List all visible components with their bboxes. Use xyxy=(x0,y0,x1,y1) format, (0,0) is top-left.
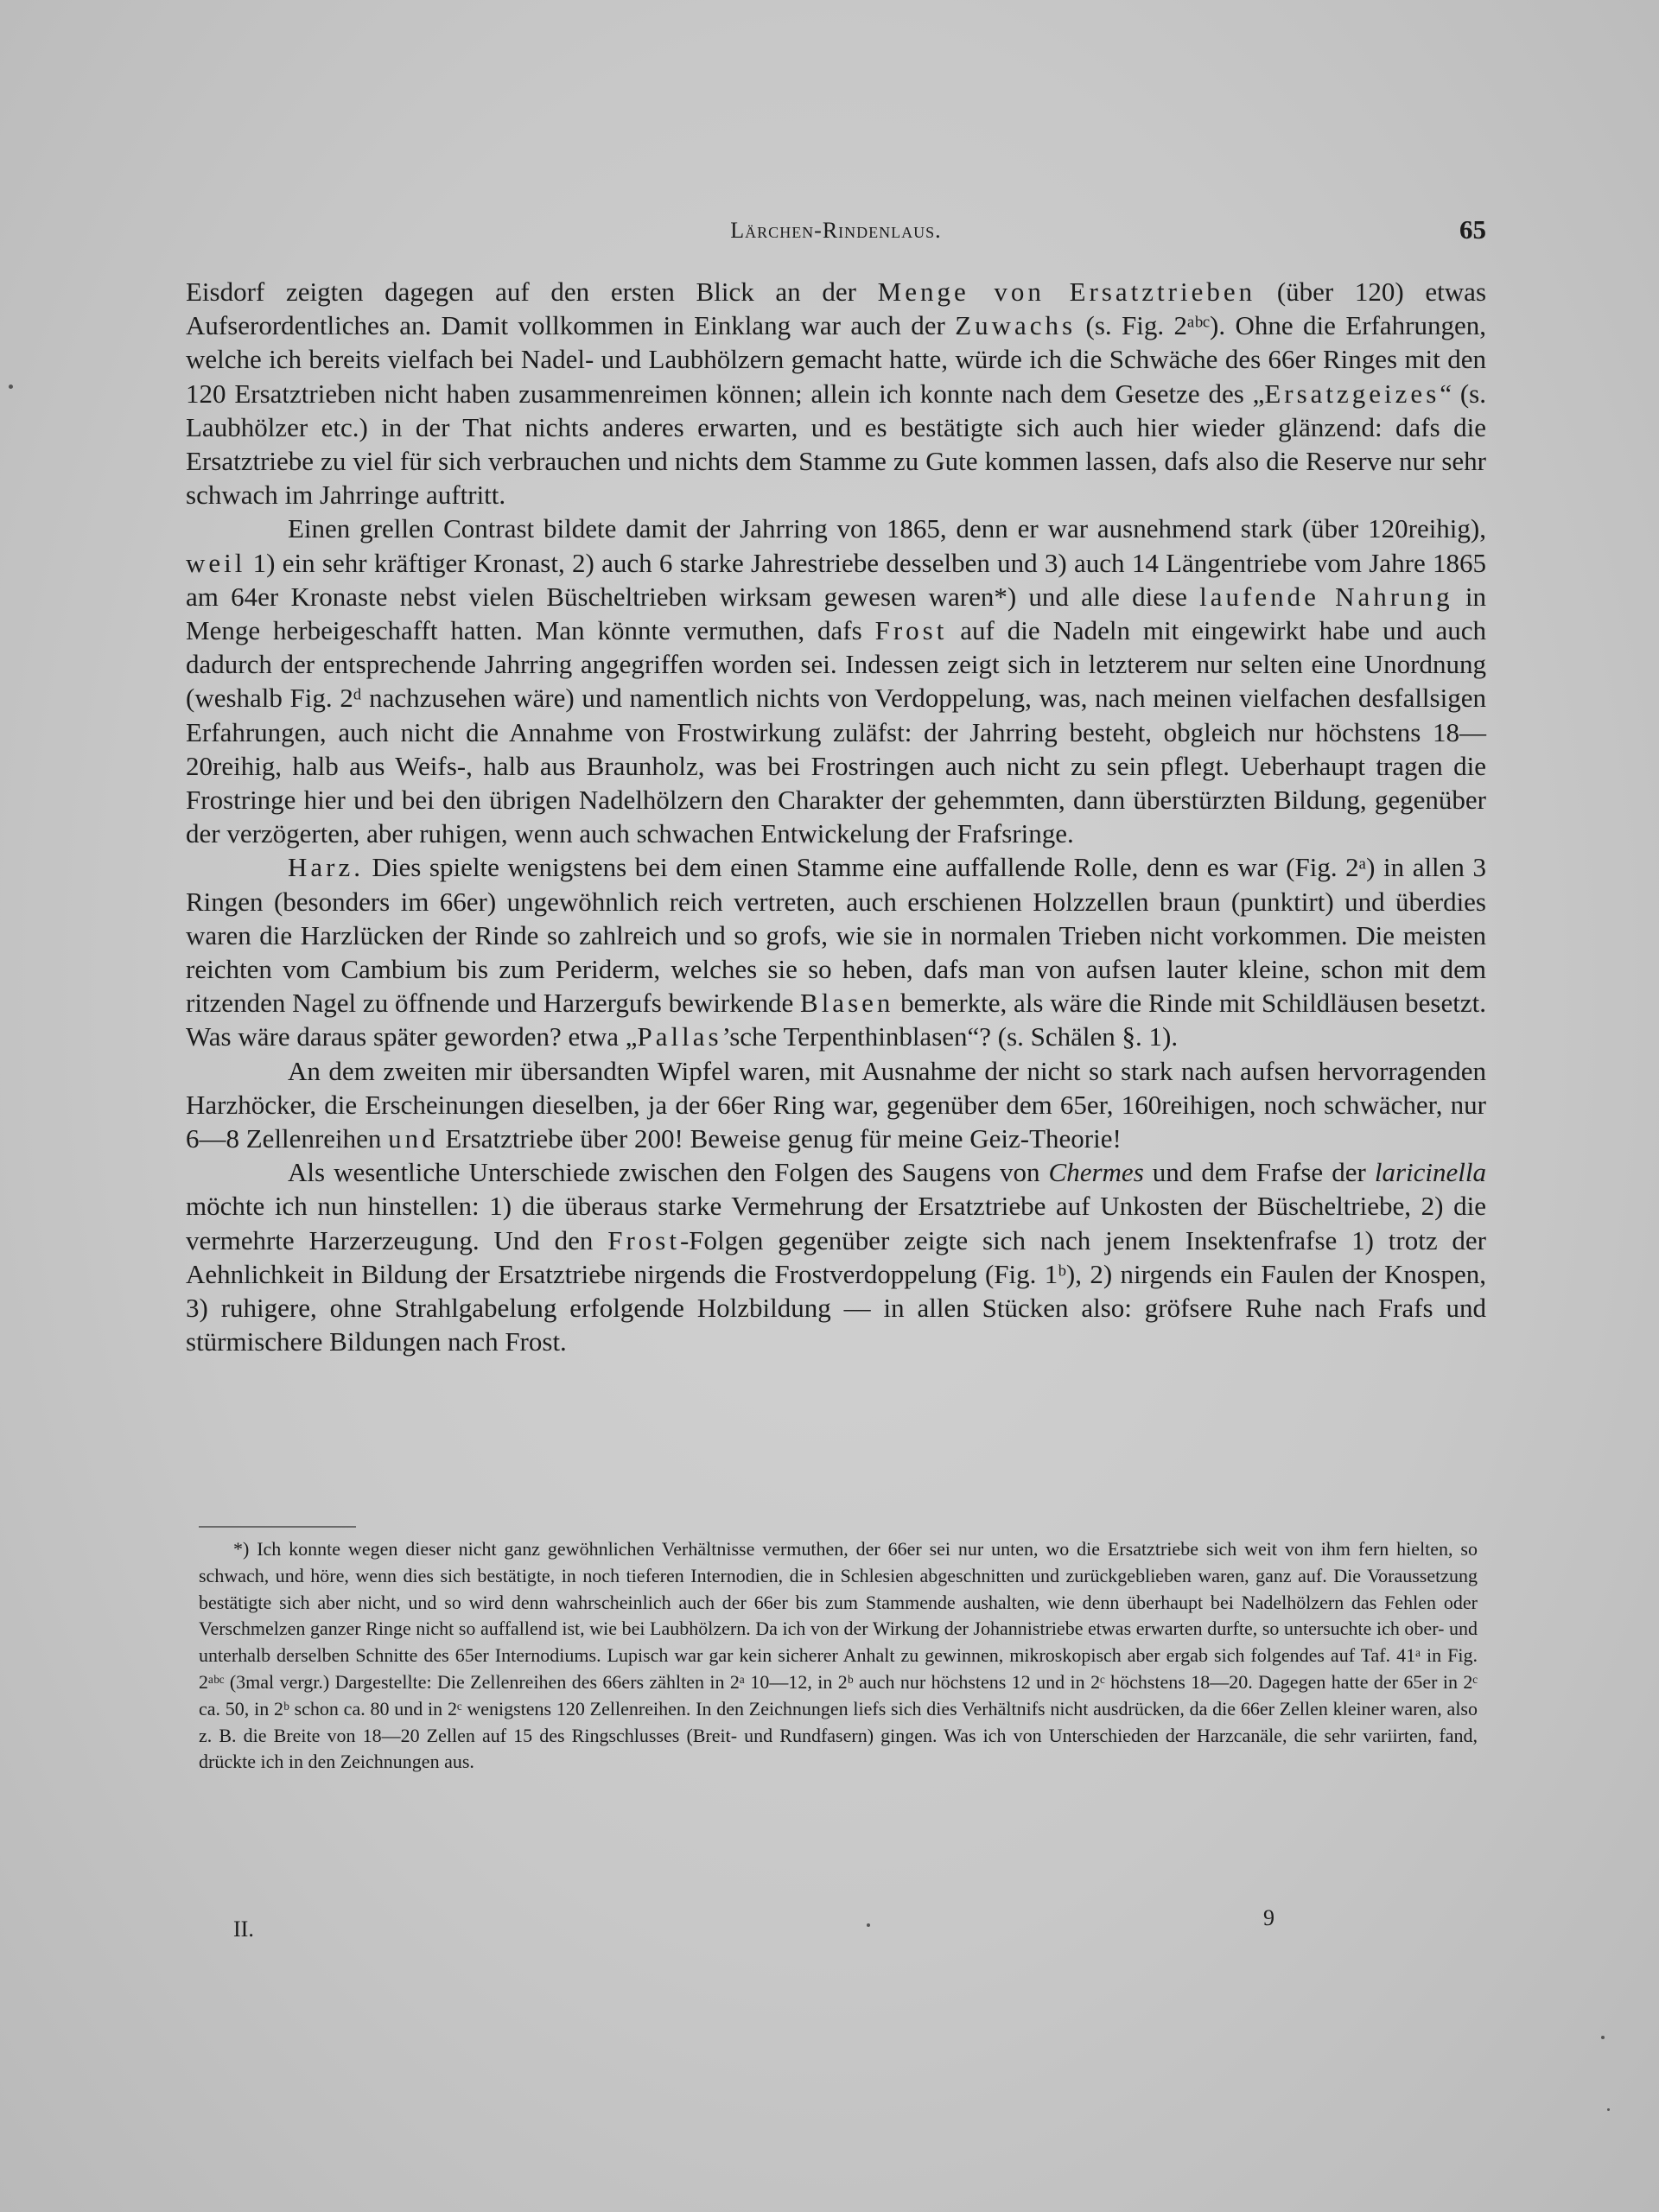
emphasis: Harz. xyxy=(288,852,364,883)
text-run: bemerkte, als wäre die Rinde mit Schildläusen besetzt. Was wäre daraus später geworden? etwa „ xyxy=(186,988,1486,1052)
dust-speck xyxy=(9,385,13,389)
body-text xyxy=(186,275,1486,1359)
text-run: auf die Nadeln mit eingewirkt habe und auch dadurch der entsprechende Jahrring angegriffen worden sei. Indessen zeigt sich in letzterem nur selten eine Unordnung (weshalb Fig. 2ᵈ nachzusehen wäre) und namentlich nichts von Verdoppelung, was, nach meinen vielfachen desfallsigen Erfahrungen, auch nicht die Annahme von Frostwirkung zuläfst: der Jahrring besteht, obgleich nur höchstens 18—20reihig, halb aus Weifs-, halb aus Braunholz, was bei Frostringen auch nicht zu sein pflegt. Ueberhaupt tragen die Frostringe hier und bei den übrigen Nadelhölzern den Charakter der gehemmten, dann überstürzten Bildung, gegenüber der verzögerten, aber ruhigen, wenn auch schwachen Entwickelung der Frafsringe. xyxy=(186,615,1486,849)
emphasis: laufende Nahrung xyxy=(1199,581,1453,612)
running-head xyxy=(186,214,1486,256)
italic-term: laricinella xyxy=(1374,1157,1486,1188)
dust-speck xyxy=(1601,2036,1605,2039)
emphasis: weil xyxy=(186,547,246,578)
emphasis: Frost xyxy=(607,1224,680,1255)
paragraph-2 xyxy=(186,512,1486,850)
text-run: Einen grellen Contrast bildete damit der Jahrring von 1865, denn er war ausnehmend stark (über 120reihig), xyxy=(288,513,1486,544)
emphasis: Frost xyxy=(874,615,948,646)
text-run: (s. Fig. 2ᵃᵇᶜ). Ohne die Erfahrungen, welche ich bereits vielfach bei Nadel- und Laubhölzern gemacht hatte, würde ich die Schwäche des 66er Ringes mit den 120 Ersatztrieben nicht haben zusammenreimen können; allein ich konnte nach dem Gesetze des „ xyxy=(186,310,1486,409)
paragraph-3 xyxy=(186,850,1486,1053)
emphasis: Ersatzgeizes xyxy=(1264,378,1440,409)
emphasis: Pallas xyxy=(637,1021,722,1052)
running-title: Lärchen-Rindenlaus. xyxy=(730,218,942,243)
text-run: Eisdorf zeigten dagegen auf den ersten Blick an der xyxy=(186,276,878,307)
text-run: Dies spielte wenigstens bei dem einen Stamme eine auffallende Rolle, denn es war (Fig. 2ᵃ) in allen 3 Ringen (besonders im 66er) ungewöhnlich reich vertreten, auch erschienen Holzzellen braun (punktirt) und überdies waren die Harzlücken der Rinde so zahlreich und so grofs, wie sie in normalen Trieben nicht vorkommen. Die meisten reichten vom Cambium bis zum Periderm, welches sie so heben, dafs man von aufsen lauter kleine, schon mit dem ritzenden Nagel zu öffnende und Harzergufs bewirkende xyxy=(186,852,1486,1019)
emphasis: und xyxy=(388,1123,439,1154)
text-run: möchte ich nun hinstellen: 1) die überaus starke Vermehrung der Ersatztriebe auf Unkosten der Büscheltriebe, 2) die vermehrte Harzerzeugung. Und den xyxy=(186,1191,1486,1255)
emphasis: Menge von Ersatztrieben xyxy=(877,276,1256,307)
text-run: (über 120) etwas Aufserordentliches an. Damit vollkommen in Einklang war auch der xyxy=(186,276,1487,341)
text-run: ’sche Terpenthinblasen“? (s. Schälen §. 1). xyxy=(721,1021,1179,1052)
text-run: in Menge herbeigeschafft hatten. Man könnte vermuthen, dafs xyxy=(186,581,1486,646)
text-run: und dem Frafse der xyxy=(1143,1157,1375,1188)
text-run: “ (s. Laubhölzer etc.) in der That nichts anderes erwarten, und es bestätigte sich auch hier wieder glänzend: dafs die Ersatztriebe zu viel für sich verbrauchen und nichts dem Stamme zu Gute kommen lassen, dafs also die Reserve nur sehr schwach im Jahrringe auftritt. xyxy=(186,378,1486,511)
paragraph-4 xyxy=(186,1054,1486,1156)
footnote-rule xyxy=(199,1526,356,1528)
paragraph-5 xyxy=(186,1155,1486,1358)
italic-term: Chermes xyxy=(1048,1157,1144,1188)
footnotes xyxy=(199,1536,1478,1776)
emphasis: Zuwachs xyxy=(955,310,1077,341)
text-run: -Folgen gegenüber zeigte sich nach jenem Insektenfrafse 1) trotz der Aehnlichkeit in Bildung der Ersatztriebe nirgends die Frostverdoppelung (Fig. 1ᵇ), 2) nirgends ein Faulen der Knospen, 3) ruhigere, ohne Strahlgabelung erfolgende Holzbildung — in allen Stücken also: gröfsere Ruhe nach Frafs und stürmischere Bildungen nach Frost. xyxy=(186,1224,1486,1357)
text-run: 1) ein sehr kräftiger Kronast, 2) auch 6 starke Jahrestriebe desselben und 3) auch 14 Längentriebe vom Jahre 1865 am 64er Kronaste nebst vielen Büscheltrieben wirksam gewesen waren*) und alle diese xyxy=(186,547,1486,612)
text-run: An dem zweiten mir übersandten Wipfel waren, mit Ausnahme der nicht so stark nach aufsen hervorragenden Harzhöcker, die Erscheinungen dieselben, ja der 66er Ring war, gegenüber dem 65er, 160reihigen, noch schwächer, nur 6—8 Zellenreihen xyxy=(186,1055,1486,1154)
text-run: Als wesentliche Unterschiede zwischen den Folgen des Saugens von xyxy=(288,1157,1049,1188)
page-number: 65 xyxy=(1459,214,1486,245)
text-run: Ersatztriebe über 200! Beweise genug für meine Geiz-Theorie! xyxy=(438,1123,1122,1154)
signature-mark: 9 xyxy=(1263,1905,1274,1930)
footnote: *) Ich konnte wegen dieser nicht ganz gewöhnlichen Verhältnisse vermuthen, der 66er sei nur unten, wo die Ersatztriebe sich weit von ihm fern hielten, so schwach, und höre, wenn dies sich bestätigte, in noch tieferen Internodien, die in Schlesien abgeschnitten und zurückgeblieben waren, ganz auf. Die Voraussetzung bestätigte sich aber nicht, und so wird denn wahrscheinlich auch der 66er bis zum Stammende aushalten, wie denn überhaupt bei Nadelhölzern das Fehlen oder Verschmelzen ganzer Ringe nicht so auffallend ist, wie bei Laubhölzern. Da ich von der Wirkung der Johannistriebe etwas erwarten durfte, so untersuchte ich ober- und unterhalb derselben Schnitte des 65er Internodiums. Lupisch war gar kein sicherer Anhalt zu gewinnen, mikroskopisch aber ergab sich folgendes auf Taf. 41ᵃ in Fig. 2ᵃᵇᶜ (3mal vergr.) Dargestellte: Die Zellenreihen des 66ers zählten in 2ᵃ 10—12, in 2ᵇ auch nur höchstens 12 und in 2ᶜ höchstens 18—20. Dagegen hatte der 65er in 2ᶜ ca. 50, in 2ᵇ schon ca. 80 und in 2ᶜ wenigstens 120 Zellenreihen. In den Zeichnungen liefs sich dies Verhältnifs nicht ausdrücken, da die 66er Zellen kleiner waren, also z. B. die Breite von 18—20 Zellen auf 15 des Ringschlusses (Breit- und Rundfasern) gingen. Was ich von Unterschieden der Harzcanäle, die sehr variirten, fand, drückte ich in den Zeichnungen aus. xyxy=(199,1538,1478,1773)
paragraph-1 xyxy=(186,275,1486,512)
dust-speck xyxy=(867,1923,870,1927)
dust-speck xyxy=(1607,2108,1610,2111)
volume-mark: II. xyxy=(233,1916,254,1942)
emphasis: Blasen xyxy=(800,988,894,1019)
